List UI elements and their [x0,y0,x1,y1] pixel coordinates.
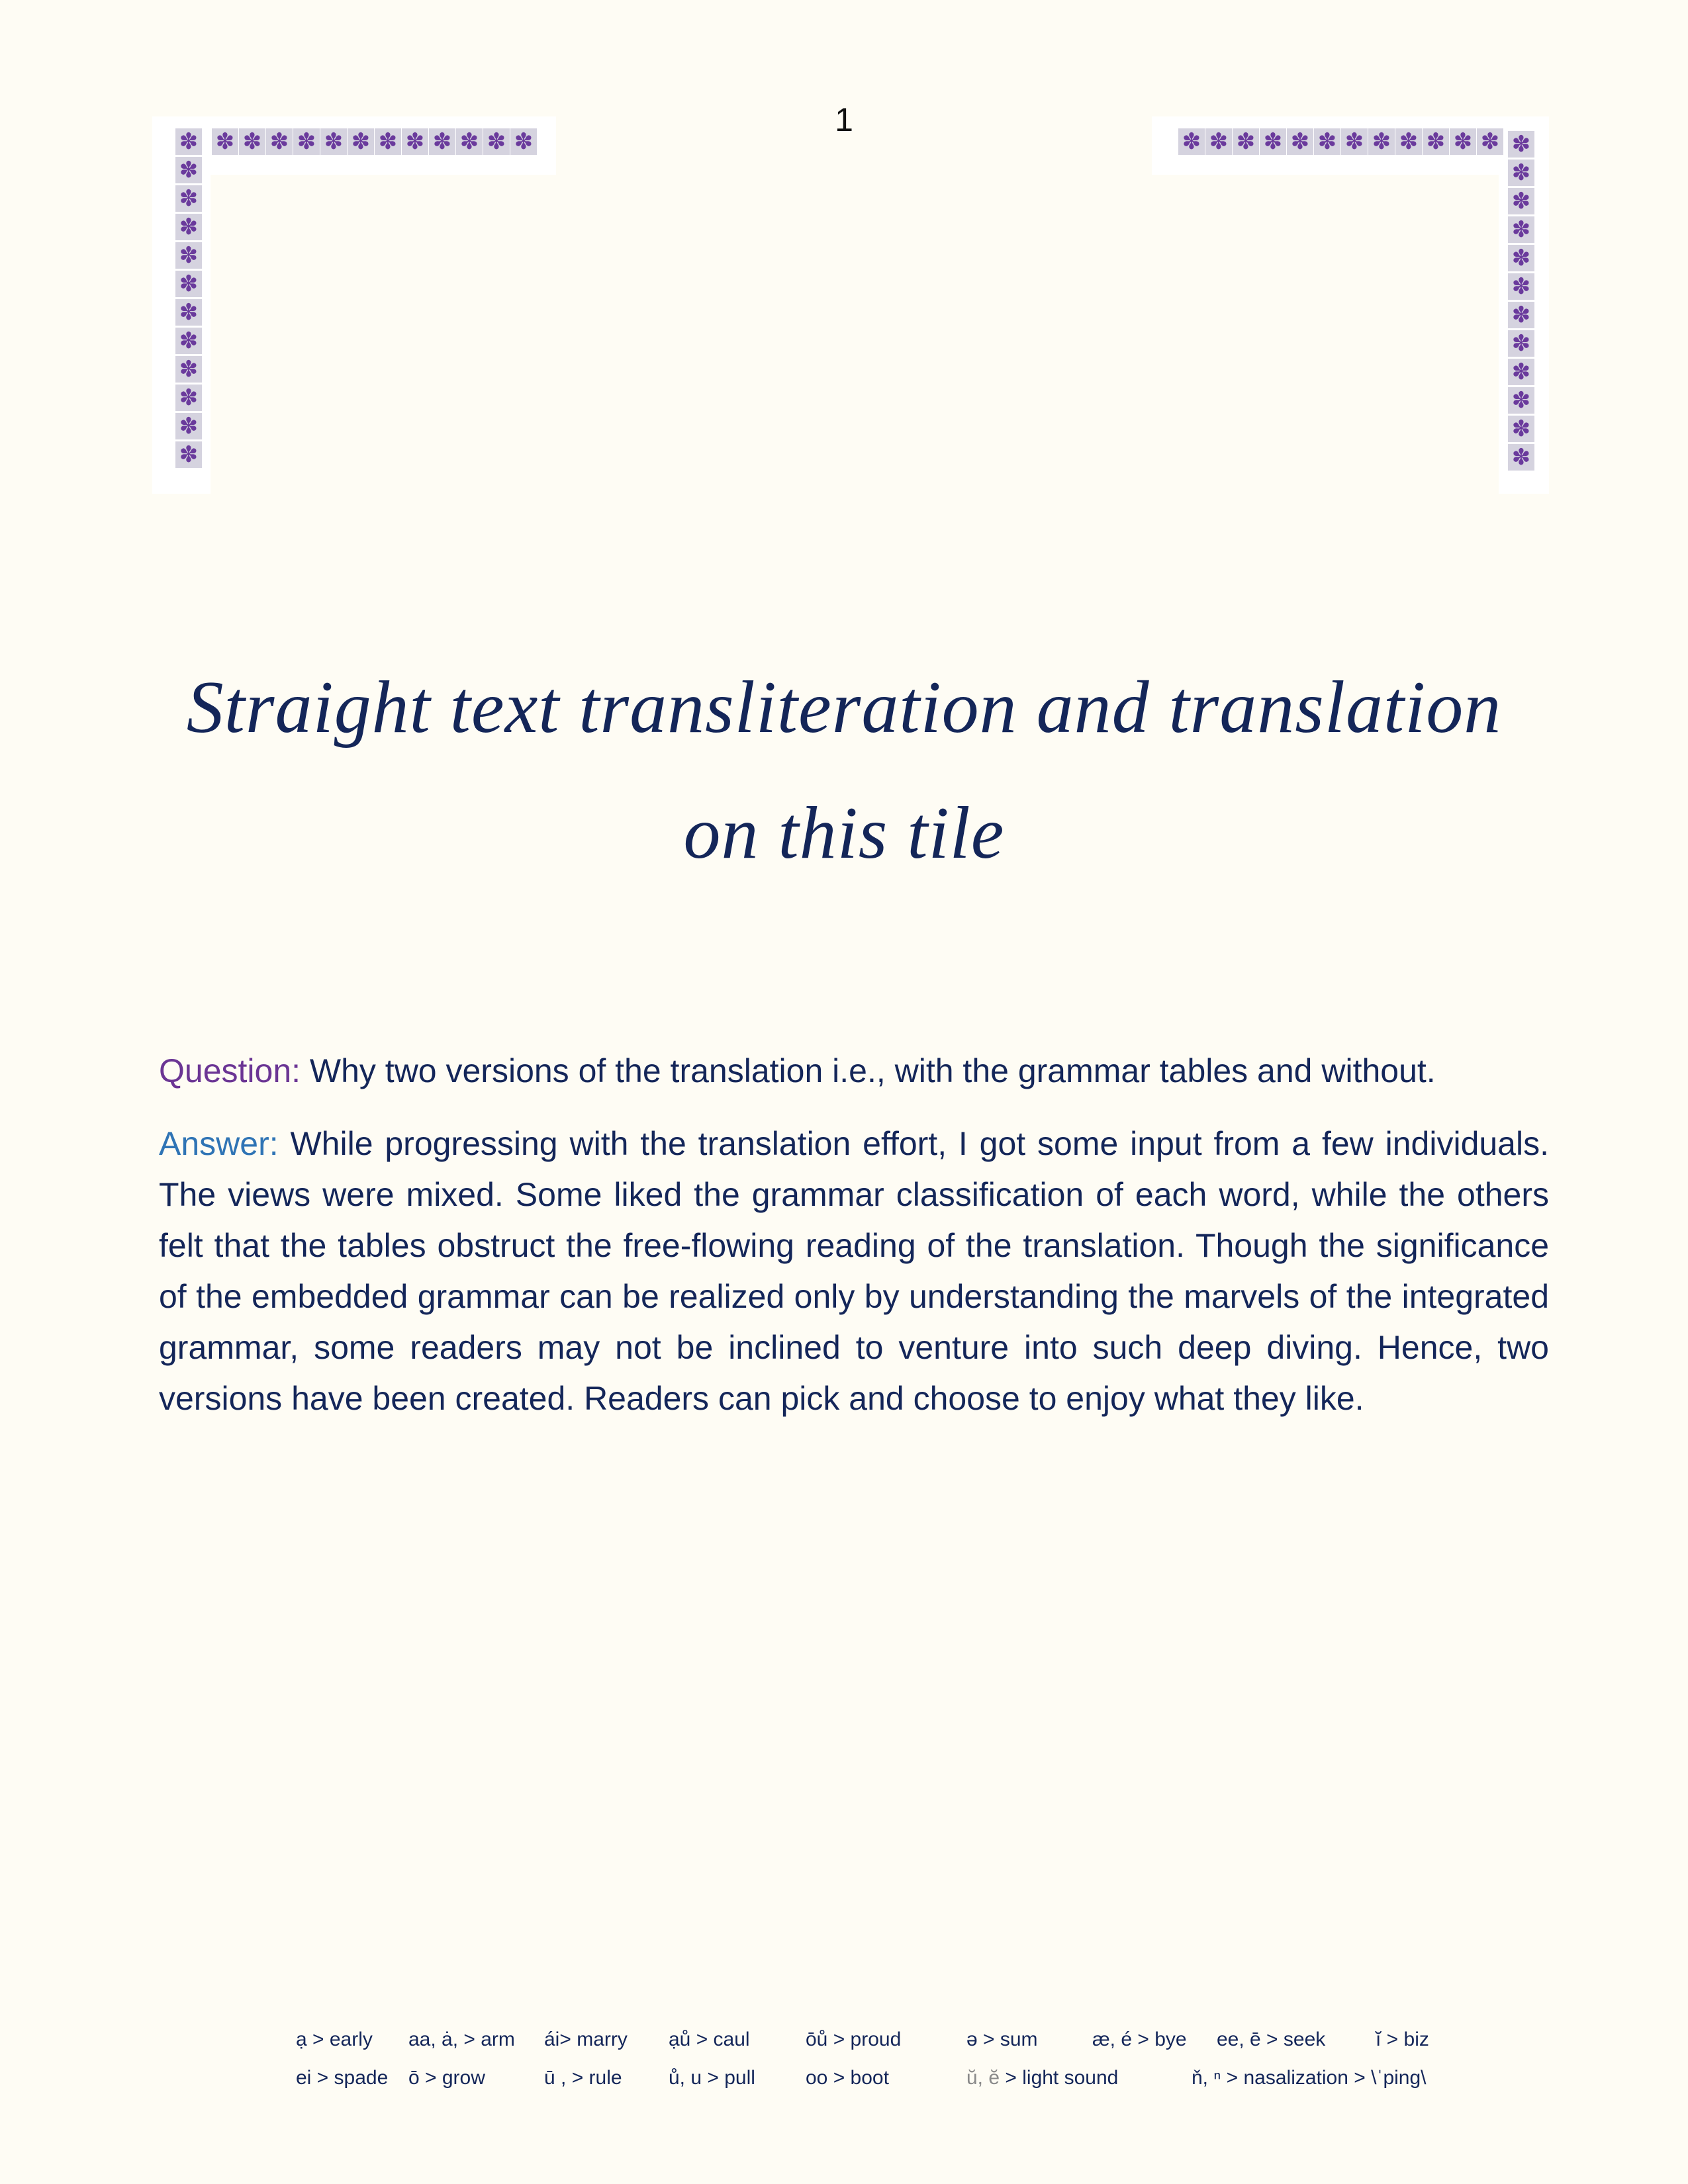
key-item: ō > grow [408,2067,485,2089]
flower-ornament-icon: ✽ [1477,128,1503,155]
flower-ornament-icon: ✽ [293,128,320,155]
flower-ornament-icon: ✽ [175,441,202,468]
flower-ornament-icon: ✽ [1450,128,1476,155]
flower-ornament-icon: ✽ [175,214,202,240]
flower-ornament-icon: ✽ [1508,387,1534,414]
flower-ornament-icon: ✽ [510,128,537,155]
flower-ornament-icon: ✽ [1178,128,1205,155]
flower-ornament-icon: ✽ [1205,128,1232,155]
question-paragraph [159,1046,1549,1097]
flower-ornament-icon: ✽ [1508,245,1534,271]
key-item: ů, u > pull [669,2067,755,2089]
flower-ornament-icon: ✽ [1508,159,1534,186]
flower-ornament-icon: ✽ [175,271,202,297]
flower-ornament-icon: ✽ [1423,128,1449,155]
flower-ornament-icon: ✽ [375,128,401,155]
flower-ornament-icon: ✽ [1314,128,1340,155]
key-item: aa, ȧ, > arm [408,2028,515,2050]
flower-ornament-icon: ✽ [1287,128,1313,155]
flower-ornament-icon: ✽ [483,128,510,155]
flower-ornament-icon: ✽ [320,128,347,155]
key-item: ạů > caul [669,2028,750,2050]
flower-ornament-icon: ✽ [1508,302,1534,328]
flower-ornament-icon: ✽ [175,242,202,269]
flower-ornament-icon: ✽ [456,128,483,155]
flower-ornament-icon: ✽ [175,413,202,439]
key-item: ĭ > biz [1376,2028,1429,2050]
answer-text: While progressing with the translation effort, I got some input from a few individuals. The views were mixed. Some liked the grammar classification of each word, while the others felt that the tables obstruct the free-flowing reading of the translation. Though the significance of the embedded grammar can be realized only by understanding the marvels of the integrated grammar, some readers may not be inclined to venture into such deep diving. Hence, two versions have been created. Readers can pick and choose to enjoy what they like. [159,1125,1549,1417]
flower-ornament-icon: ✽ [1508,330,1534,357]
flower-ornament-icon: ✽ [175,157,202,183]
question-label: Question: [159,1052,301,1089]
flower-ornament-icon: ✽ [175,385,202,411]
flower-ornament-icon: ✽ [1233,128,1259,155]
flower-ornament-icon: ✽ [175,328,202,354]
flower-ornament-icon: ✽ [175,356,202,383]
key-item-symbols: ň, ⁿ [1192,2067,1221,2089]
flower-ornament-icon: ✽ [1395,128,1422,155]
flower-ornament-icon: ✽ [175,185,202,212]
key-item: ee, ē > seek [1217,2028,1326,2050]
key-item-description: > nasalization > \ˈping\ [1221,2067,1427,2089]
key-item: oo > boot [806,2067,889,2089]
key-item: ạ > early [296,2028,373,2050]
flower-ornament-icon: ✽ [402,128,428,155]
key-item-symbols: ŭ, ĕ [966,2067,1000,2089]
flower-ornament-icon: ✽ [175,128,202,155]
flower-ornament-icon: ✽ [266,128,293,155]
flower-ornament-icon: ✽ [212,128,238,155]
question-text: Why two versions of the translation i.e., with the grammar tables and without. [301,1052,1436,1089]
page-title-line-1: Straight text transliteration and translation [186,666,1502,749]
answer-label: Answer: [159,1125,279,1162]
key-item: ei > spade [296,2067,389,2089]
flower-ornament-icon: ✽ [1508,131,1534,158]
flower-ornament-icon: ✽ [1260,128,1286,155]
key-item: ōů > proud [806,2028,902,2050]
page-number: 1 [835,101,853,138]
flower-ornament-icon: ✽ [348,128,374,155]
key-item: ə > sum [966,2028,1038,2050]
flower-ornament-icon: ✽ [1508,444,1534,471]
flower-ornament-icon: ✽ [239,128,265,155]
flower-ornament-icon: ✽ [1341,128,1368,155]
key-item: æ, é > bye [1092,2028,1187,2050]
flower-ornament-icon: ✽ [1508,416,1534,442]
key-item-description: > light sound [1000,2067,1119,2089]
key-item [966,2067,1118,2089]
page-title-line-2: on this tile [683,792,1005,874]
answer-paragraph [159,1118,1549,1424]
flower-ornament-icon: ✽ [1508,359,1534,385]
flower-ornament-icon: ✽ [1508,216,1534,243]
flower-ornament-icon: ✽ [1508,273,1534,300]
key-item [1192,2067,1427,2089]
flower-ornament-icon: ✽ [1368,128,1395,155]
key-item: ái> marry [544,2028,628,2050]
flower-ornament-icon: ✽ [429,128,455,155]
flower-ornament-icon: ✽ [1508,188,1534,214]
key-item: ū , > rule [544,2067,622,2089]
flower-ornament-icon: ✽ [175,299,202,326]
